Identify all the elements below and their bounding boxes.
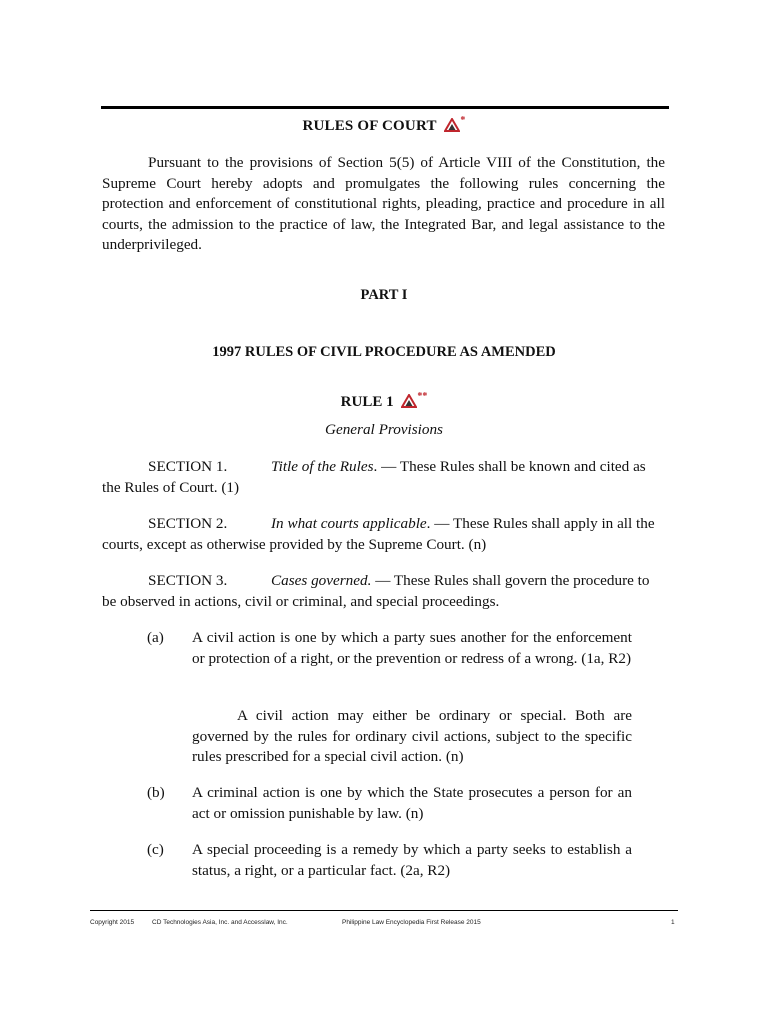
section-title: In what courts applicable	[271, 515, 427, 532]
list-item-text: A special proceeding is a remedy by which a party seeks to establish a status, a right, or a particular fact. (2a, R2)	[192, 841, 632, 879]
section-2	[102, 514, 665, 555]
section-title: Title of the Rules	[271, 458, 374, 475]
section-text: These Rules shall govern the procedure to be observed in actions, civil or criminal, and special proceedings.	[102, 572, 650, 610]
cd-asia-logo-icon	[444, 118, 460, 132]
rule-heading	[0, 391, 768, 411]
section-separator: . —	[426, 515, 453, 532]
list-item-marker: (b)	[147, 784, 165, 801]
section-title: Cases governed.	[271, 572, 372, 589]
section-label: SECTION 3.	[148, 572, 228, 589]
document-title	[0, 115, 768, 135]
footer-copyright: Copyright 2015	[90, 919, 135, 926]
section-label: SECTION 2.	[148, 515, 228, 532]
list-item-marker: (c)	[147, 841, 164, 858]
item-a-note: A civil action may either be ordinary or special. Both are governed by the rules for ordinary civil actions, subject to the specific rules prescribed for a special civil action. (n)	[192, 707, 632, 765]
list-item-marker: (a)	[147, 629, 164, 646]
title-footnote-mark: *	[460, 115, 466, 126]
section-3	[102, 571, 665, 612]
cd-asia-logo-icon	[401, 394, 417, 408]
footer-release: Philippine Law Encyclopedia First Release 2015	[342, 919, 481, 926]
footer-page-number: 1	[671, 919, 675, 926]
footer-rule	[90, 910, 678, 911]
section-text: These Rules shall apply in all the courts, except as otherwise provided by the Supreme Court. (n)	[102, 515, 655, 553]
section-separator: —	[371, 572, 394, 589]
section-1	[102, 457, 665, 498]
header-rule	[101, 106, 669, 109]
part-heading: PART I	[360, 287, 408, 303]
part-title: 1997 RULES OF CIVIL PROCEDURE AS AMENDED	[212, 344, 556, 360]
rule-text: RULE 1	[340, 394, 394, 410]
rule-subtitle: General Provisions	[325, 421, 443, 438]
footer-company: CD Technologies Asia, Inc. and Accesslaw, Inc.	[152, 919, 288, 926]
section-separator: . —	[373, 458, 400, 475]
title-text: RULES OF COURT	[302, 118, 437, 134]
section-label: SECTION 1.	[148, 458, 228, 475]
section-text: These Rules shall be known and cited as the Rules of Court. (1)	[102, 458, 646, 496]
list-item-text: A civil action is one by which a party sues another for the enforcement or protection of a right, or the prevention or redress of a wrong. (1a, R2)	[192, 629, 632, 667]
rule-footnote-mark: **	[417, 391, 428, 402]
intro-paragraph: Pursuant to the provisions of Section 5(5) of Article VIII of the Constitution, the Supreme Court hereby adopts and promulgates the following rules concerning the protection and enforcement of constitutional rights, pleading, practice and procedure in all courts, the admission to the practice of law, the Integrated Bar, and legal assistance to the underprivileged.	[102, 154, 665, 253]
list-item-text: A criminal action is one by which the State prosecutes a person for an act or omission punishable by law. (n)	[192, 784, 632, 822]
